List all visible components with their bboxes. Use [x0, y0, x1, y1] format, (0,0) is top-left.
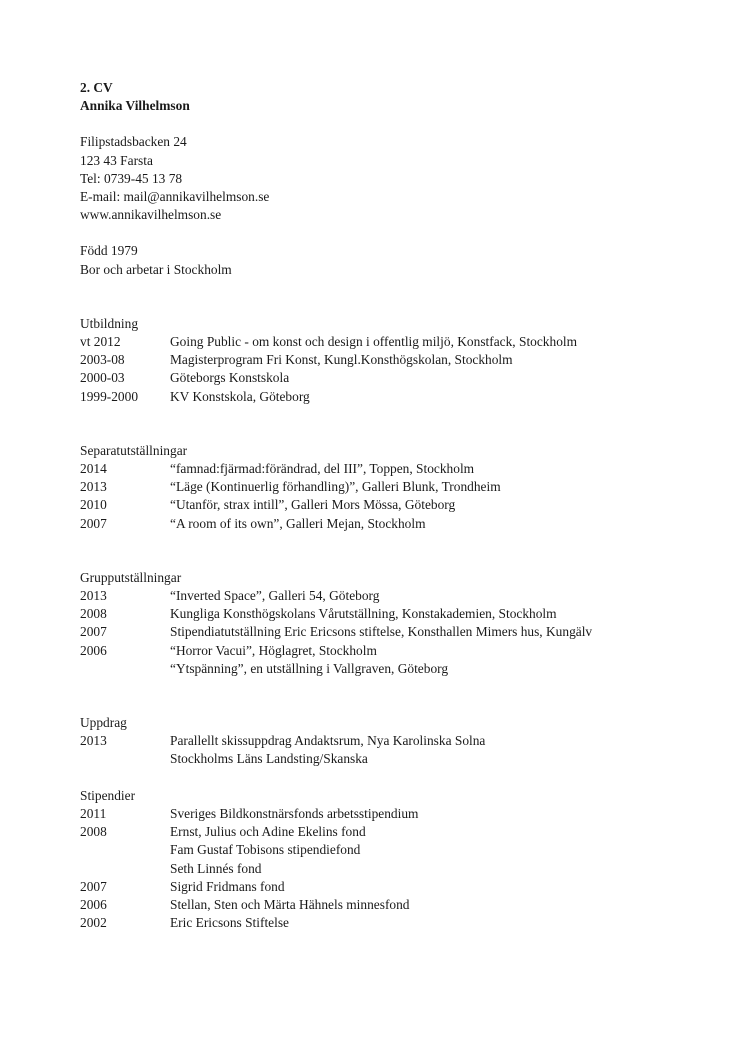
entry-year: 2008 [80, 824, 107, 840]
list-item [80, 878, 720, 896]
list-item [80, 460, 720, 478]
spacer [80, 533, 720, 569]
list-item [80, 605, 720, 623]
section-commissions [80, 714, 720, 769]
entry-year [80, 841, 170, 859]
entry-year: 2011 [80, 805, 107, 821]
contact-block [80, 133, 720, 224]
spacer [80, 678, 720, 714]
entry-year: 2014 [80, 461, 107, 477]
entry-text: Ernst, Julius och Adine Ekelins fond [170, 824, 366, 840]
spacer [80, 769, 720, 787]
section-heading: Utbildning [80, 315, 139, 331]
address-street: Filipstadsbacken 24 [80, 134, 187, 150]
email: E-mail: mail@annikavilhelmson.se [80, 189, 270, 205]
list-item [80, 388, 720, 406]
list-item [80, 515, 720, 533]
entry-text: “famnad:fjärmad:förändrad, del III”, Toppen, Stockholm [170, 461, 475, 477]
section-solo-exhibitions [80, 442, 720, 533]
cv-document [80, 79, 720, 932]
entry-text: Magisterprogram Fri Konst, Kungl.Konsthögskolan, Stockholm [170, 352, 513, 368]
section-education [80, 315, 720, 406]
residence: Bor och arbetar i Stockholm [80, 261, 232, 277]
entry-text: Stockholms Läns Landsting/Skanska [170, 751, 368, 767]
entry-text: “Inverted Space”, Galleri 54, Göteborg [170, 588, 380, 604]
entry-year: 2008 [80, 606, 107, 622]
entry-text: Sigrid Fridmans fond [170, 878, 285, 894]
list-item [80, 732, 720, 750]
list-item [80, 805, 720, 823]
entry-year: 2013 [80, 733, 107, 749]
list-item [80, 841, 720, 859]
entry-text: KV Konstskola, Göteborg [170, 388, 310, 404]
section-grants [80, 787, 720, 933]
entry-year: 2007 [80, 624, 107, 640]
entry-text: “Horror Vacui”, Höglagret, Stockholm [170, 642, 377, 658]
entry-year: 2006 [80, 642, 107, 658]
list-item [80, 823, 720, 841]
list-item [80, 860, 720, 878]
list-item [80, 333, 720, 351]
entry-text: Stellan, Sten och Märta Hähnels minnesfond [170, 896, 410, 912]
entry-text: Eric Ericsons Stiftelse [170, 915, 289, 931]
list-item [80, 496, 720, 514]
entry-text: Kungliga Konsthögskolans Vårutställning, Konstakademien, Stockholm [170, 606, 557, 622]
entry-year [80, 860, 170, 878]
entry-year: 1999-2000 [80, 388, 139, 404]
entry-year: 2000-03 [80, 370, 125, 386]
section-heading: Stipendier [80, 787, 136, 803]
list-item [80, 623, 720, 641]
list-item [80, 750, 720, 768]
list-item [80, 587, 720, 605]
entry-year: 2013 [80, 479, 107, 495]
phone: Tel: 0739-45 13 78 [80, 170, 183, 186]
list-item [80, 896, 720, 914]
list-item [80, 660, 720, 678]
entry-year: 2010 [80, 497, 107, 513]
spacer [80, 224, 720, 242]
spacer [80, 406, 720, 442]
entry-year [80, 660, 170, 678]
entry-text: Stipendiatutställning Eric Ericsons stiftelse, Konsthallen Mimers hus, Kungälv [170, 624, 593, 640]
entry-year: 2002 [80, 915, 107, 931]
entry-text: Göteborgs Konstskola [170, 370, 290, 386]
entry-text: “Ytspänning”, en utställning i Vallgraven, Göteborg [170, 660, 449, 676]
section-number-title: 2. CV [80, 80, 113, 95]
birth-year: Född 1979 [80, 243, 138, 259]
entry-year: 2003-08 [80, 352, 125, 368]
entry-text: Going Public - om konst och design i offentlig miljö, Konstfack, Stockholm [170, 334, 578, 350]
spacer [80, 279, 720, 315]
spacer [80, 115, 720, 133]
entry-year: 2006 [80, 896, 107, 912]
entry-text: “Utanför, strax intill”, Galleri Mors Mössa, Göteborg [170, 497, 456, 513]
person-name: Annika Vilhelmson [80, 98, 190, 114]
entry-text: Sveriges Bildkonstnärsfonds arbetsstipendium [170, 805, 419, 821]
entry-text: Fam Gustaf Tobisons stipendiefond [170, 842, 361, 858]
list-item [80, 351, 720, 369]
entry-text: “A room of its own”, Galleri Mejan, Stockholm [170, 515, 426, 531]
entry-year: 2007 [80, 515, 107, 531]
section-heading: Grupputställningar [80, 569, 182, 585]
list-item [80, 642, 720, 660]
section-heading: Separatutställningar [80, 442, 188, 458]
entry-year: 2007 [80, 878, 107, 894]
address-postal: 123 43 Farsta [80, 152, 153, 168]
entry-text: Parallellt skissuppdrag Andaktsrum, Nya Karolinska Solna [170, 733, 486, 749]
list-item [80, 478, 720, 496]
entry-text: Seth Linnés fond [170, 860, 262, 876]
entry-text: “Läge (Kontinuerlig förhandling)”, Galleri Blunk, Trondheim [170, 479, 501, 495]
entry-year: 2013 [80, 588, 107, 604]
list-item [80, 369, 720, 387]
entry-year: vt 2012 [80, 334, 121, 350]
website: www.annikavilhelmson.se [80, 207, 222, 223]
section-group-exhibitions [80, 569, 720, 678]
list-item [80, 914, 720, 932]
entry-year [80, 750, 170, 768]
bio-block [80, 242, 720, 278]
section-heading: Uppdrag [80, 715, 127, 731]
